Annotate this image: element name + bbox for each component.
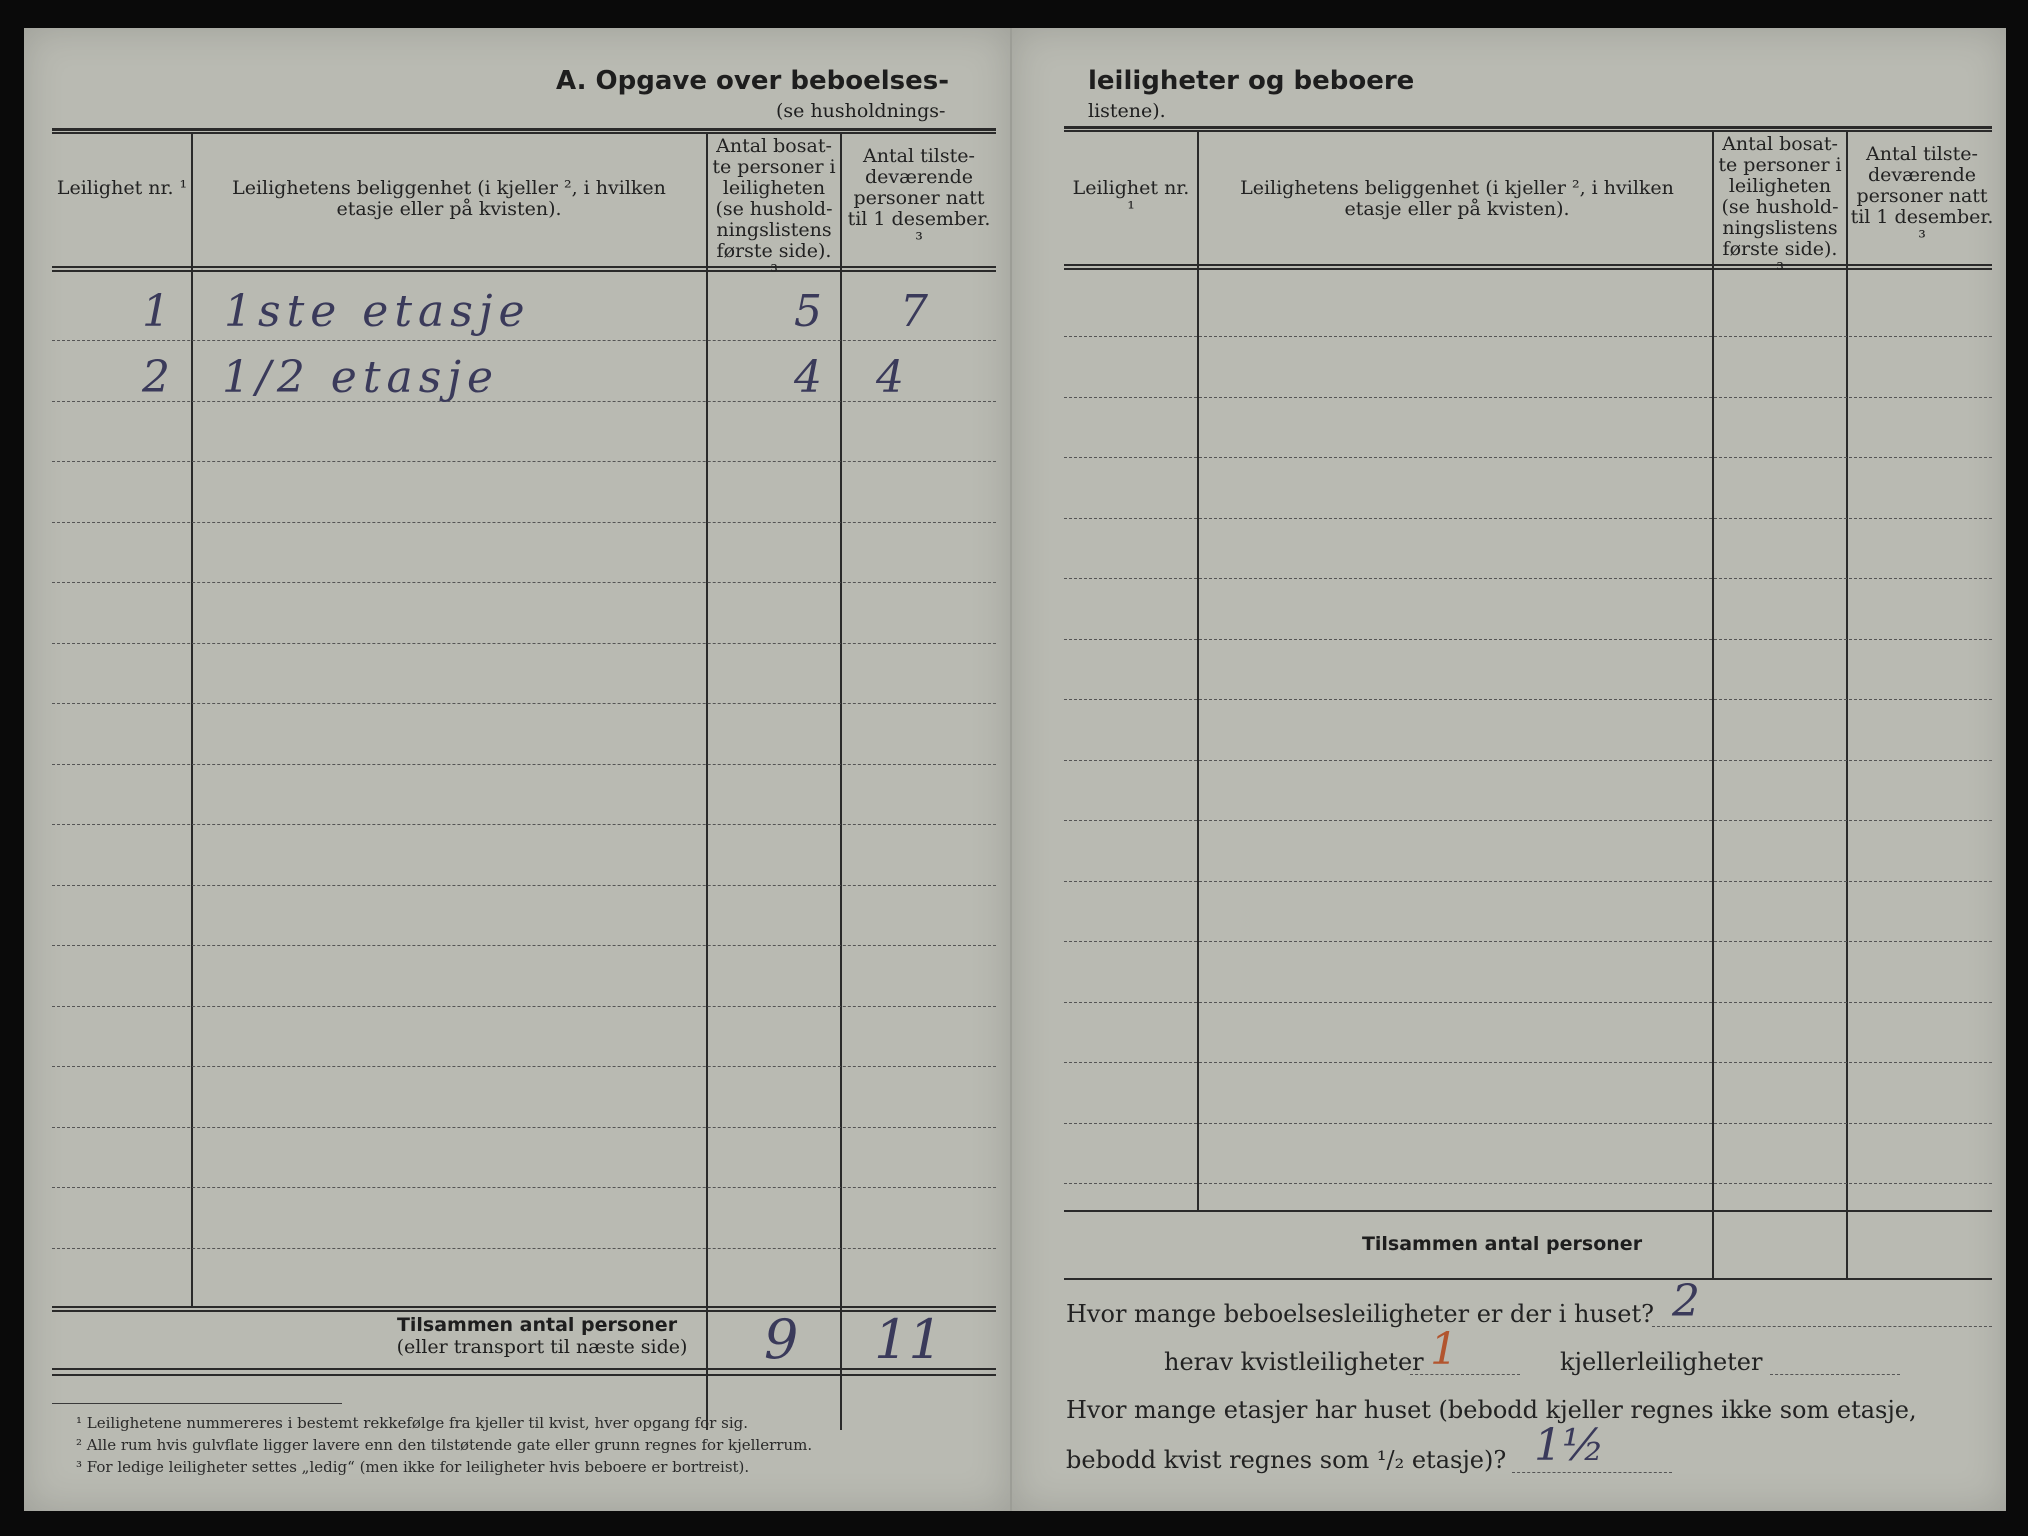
totals-bottom-rule (52, 1368, 996, 1370)
row-rule (52, 1248, 996, 1249)
answer-leiligheter: 2 (1672, 1276, 1700, 1327)
question-leiligheter: Hvor mange beboelsesleiligheter er der i huset? (1066, 1300, 1654, 1328)
header-beliggenhet: Leilighetens beliggenhet (i kjeller ², i hvilken etasje eller på kvisten). (232, 177, 666, 220)
right-header-leilighet-nr: Leilighet nr. ¹ (1072, 177, 1190, 220)
answer-kvistleiligheter: 1 (1430, 1324, 1458, 1375)
totals-top-rule-2 (52, 1310, 996, 1312)
row-rule (52, 1066, 996, 1067)
row-rule (1064, 457, 1992, 458)
footnote-1: ¹ Leilighetene nummereres i bestemt rekkefølge fra kjeller til kvist, hver opgang for sig. (76, 1414, 748, 1432)
row-rule (1064, 518, 1992, 519)
row-rule (1064, 820, 1992, 821)
answer-etasjer: 1½ (1534, 1420, 1605, 1471)
row-rule (1064, 336, 1992, 337)
row-rule (52, 522, 996, 523)
question-kjellerleiligheter: kjellerleiligheter (1560, 1348, 1763, 1376)
left-total-sub: (eller transport til næste side) (396, 1336, 688, 1358)
right-header-bottom-rule (1064, 264, 1992, 266)
question-etasjer-1: Hvor mange etasjer har huset (bebodd kjeller regnes ikke som etasje, (1066, 1396, 1917, 1424)
right-col-divider-2 (1712, 132, 1714, 1280)
table-top-rule (52, 128, 996, 131)
left-title: A. Opgave over beboelses- (556, 66, 949, 96)
right-col-divider-3 (1846, 132, 1848, 1280)
right-header-antal-bosatte: Antal bosat-te personer i leiligheten (se hushold-ningslistens første side). ³ (1718, 133, 1842, 281)
row-rule (1064, 397, 1992, 398)
row-1-tilstede: 7 (900, 286, 928, 337)
answer-kjeller-line (1770, 1374, 1900, 1375)
row-rule (52, 703, 996, 704)
row-rule (52, 885, 996, 886)
row-rule (52, 1006, 996, 1007)
row-rule (1064, 1002, 1992, 1003)
right-totals-bottom-rule (1064, 1278, 1992, 1280)
row-rule (52, 824, 996, 825)
right-total-label: Tilsammen antal personer (1361, 1233, 1643, 1255)
row-2-nr: 2 (142, 352, 170, 403)
right-header-beliggenhet: Leilighetens beliggenhet (i kjeller ², i hvilken etasje eller på kvisten). (1240, 177, 1674, 220)
right-table-top-rule-2 (1064, 130, 1992, 132)
row-1-location: 1ste etasje (224, 286, 531, 337)
left-subtitle: (se husholdnings- (776, 100, 946, 122)
table-top-rule-2 (52, 132, 996, 134)
row-rule (52, 1127, 996, 1128)
right-col-divider-1 (1197, 132, 1199, 1212)
header-leilighet-nr: Leilighet nr. ¹ (56, 177, 188, 199)
right-page (1010, 28, 2006, 1511)
question-etasjer-2: bebodd kvist regnes som ¹/₂ etasje)? (1066, 1446, 1507, 1474)
row-rule (1064, 578, 1992, 579)
answer-kvist-line (1410, 1374, 1520, 1375)
question-kvistleiligheter: herav kvistleiligheter (1164, 1348, 1424, 1376)
row-rule (52, 340, 996, 341)
total-bosatte: 9 (764, 1308, 799, 1371)
row-rule (1064, 1183, 1992, 1184)
row-rule (1064, 941, 1992, 942)
header-antal-tilstede: Antal tilste-deværende personer natt til 1 desember. ³ (847, 145, 991, 251)
col-divider-2 (706, 134, 708, 1430)
row-2-tilstede: 4 (876, 352, 904, 403)
col-divider-1 (191, 134, 193, 1308)
right-subtitle: listene). (1088, 100, 1166, 122)
answer-etasjer-line (1512, 1472, 1672, 1473)
right-title: leiligheter og beboere (1088, 66, 1415, 96)
row-2-location: 1/2 etasje (222, 352, 500, 403)
answer-leiligheter-line (1652, 1326, 1992, 1327)
totals-bottom-rule-2 (52, 1374, 996, 1376)
right-header-bottom-rule-2 (1064, 268, 1992, 270)
row-rule (1064, 1062, 1992, 1063)
row-rule (1064, 760, 1992, 761)
row-rule (52, 461, 996, 462)
row-rule (1064, 881, 1992, 882)
row-rule (52, 1187, 996, 1188)
row-rule (1064, 1123, 1992, 1124)
header-bottom-rule (52, 266, 996, 268)
header-antal-bosatte: Antal bosat-te personer i leiligheten (se hushold-ningslistens første side). ³ (712, 135, 836, 283)
totals-top-rule (52, 1306, 996, 1308)
footnote-3: ³ For ledige leiligheter settes „ledig“ (men ikke for leiligheter hvis beboere er bortreist). (76, 1458, 750, 1476)
row-rule (1064, 639, 1992, 640)
row-rule (52, 945, 996, 946)
row-rule (52, 582, 996, 583)
left-total-label: Tilsammen antal personer (396, 1314, 678, 1336)
right-totals-top-rule (1064, 1210, 1992, 1212)
footnote-2: ² Alle rum hvis gulvflate ligger lavere enn den tilstøtende gate eller grunn regnes for kjellerrum. (76, 1436, 813, 1454)
row-rule (52, 764, 996, 765)
row-rule (52, 401, 996, 402)
row-rule (52, 643, 996, 644)
footnote-rule (52, 1403, 342, 1404)
row-rule (1064, 699, 1992, 700)
header-bottom-rule-2 (52, 270, 996, 272)
right-header-antal-tilstede: Antal tilste-deværende personer natt til 1 desember. ³ (1850, 143, 1994, 249)
row-1-nr: 1 (142, 286, 170, 337)
col-divider-3 (840, 134, 842, 1430)
row-2-bosatte: 4 (794, 352, 822, 403)
row-1-bosatte: 5 (794, 286, 822, 337)
left-page (24, 28, 1010, 1511)
right-table-top-rule (1064, 126, 1992, 129)
total-tilstede: 11 (874, 1308, 943, 1371)
